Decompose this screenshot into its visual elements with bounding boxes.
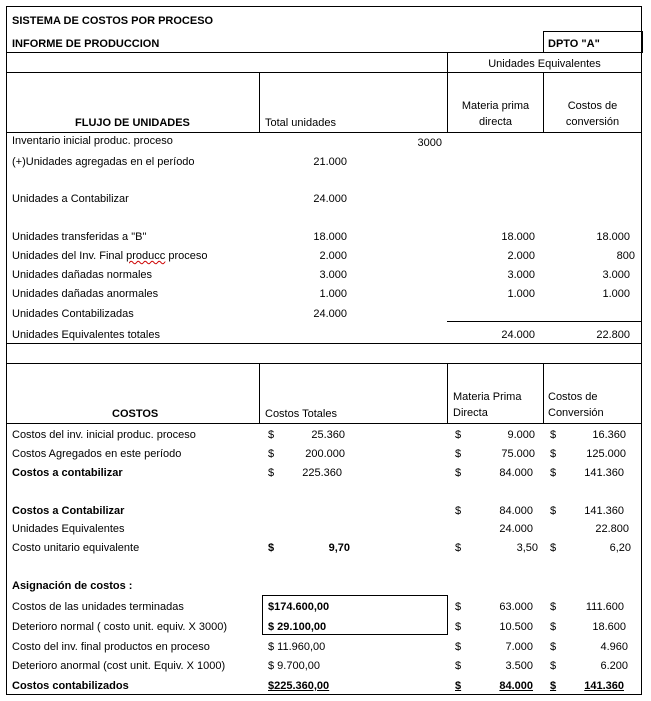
vline-total-2: [259, 363, 260, 423]
asig-row-mp: 7.000: [505, 641, 533, 653]
asig-row-label: Costo del inv. final productos en proceso: [12, 641, 210, 653]
costos-heading: COSTOS: [112, 408, 159, 420]
costos-row-total: 200.000: [305, 448, 345, 460]
line-costos-top: [6, 363, 642, 364]
flujo-row-label: (+)Unidades agregadas en el período: [12, 156, 195, 168]
costos-row-total: 25.360: [311, 429, 345, 441]
dollar-sign: $: [455, 601, 462, 613]
flujo-row-mp: 24.000: [501, 329, 535, 341]
flujo-row-mp: 18.000: [501, 231, 535, 243]
asig-row-cc: 6.200: [600, 660, 628, 672]
flujo-row-mp: 1.000: [507, 288, 535, 300]
dollar-sign: $: [550, 660, 557, 672]
flujo-row-label: Unidades Contabilizadas: [12, 308, 134, 320]
asig-row-cc: 111.600: [585, 601, 624, 613]
dollar-sign: $: [550, 680, 557, 692]
flujo-row-cc: 3.000: [602, 269, 630, 281]
flujo-row-cc: 22.800: [596, 329, 630, 341]
costos-row-cc: 125.000: [586, 448, 626, 460]
dollar-sign: $: [268, 448, 275, 460]
total-units-heading: Total unidades: [265, 117, 336, 129]
asig-row-label: Deterioro normal ( costo unit. equiv. X 3000): [12, 621, 228, 633]
costos-row-mp: 9.000: [507, 429, 535, 441]
dollar-sign: $: [455, 641, 462, 653]
asig-row-cc: 141.360: [584, 680, 624, 692]
dollar-sign: $: [455, 660, 462, 672]
costos-cc-heading-1: Costos de: [548, 391, 598, 403]
dollar-sign: $: [455, 429, 462, 441]
dollar-sign: $: [268, 429, 275, 441]
spellcheck-word: producc: [126, 250, 166, 262]
mp-heading-2: directa: [478, 116, 513, 128]
cc-heading-1: Costos de: [567, 100, 618, 112]
dollar-sign: $: [550, 505, 557, 517]
costos-row-mp: 24.000: [499, 523, 533, 535]
flujo-row-total: 24.000: [313, 308, 347, 320]
costos-row-label: Costos Agregados en este período: [12, 448, 182, 460]
equiv-units-header: Unidades Equivalentes: [488, 58, 601, 70]
costos-row-mp: 75.000: [501, 448, 535, 460]
costos-row-label: Costos del inv. inicial produc. proceso: [12, 429, 196, 441]
title-informe: INFORME DE PRODUCCION: [12, 38, 160, 50]
dollar-sign: $: [550, 542, 557, 554]
asig-row-total: $ 9.700,00: [268, 660, 320, 672]
dollar-sign: $: [550, 467, 557, 479]
asig-row-mp: 10.500: [499, 621, 533, 633]
asig-row-label: Costos contabilizados: [12, 680, 129, 692]
flujo-row-total: 18.000: [313, 231, 347, 243]
flujo-row-label: Unidades dañadas normales: [12, 269, 153, 281]
asig-row-total: $ 11.960,00: [268, 641, 326, 653]
asig-row-mp: 3.500: [505, 660, 533, 672]
flujo-row-label: Inventario inicial produc. proceso: [12, 135, 173, 147]
border-top: [6, 6, 642, 7]
costos-mp-heading-1: Materia Prima: [453, 391, 522, 403]
flujo-row-label: Unidades a Contabilizar: [12, 193, 129, 205]
mp-heading-1: Materia prima: [461, 100, 530, 112]
costos-row-cc: 141.360: [584, 467, 624, 479]
dollar-sign: $: [455, 505, 462, 517]
flujo-row-total: 3.000: [319, 269, 347, 281]
line-header-bottom: [6, 52, 642, 53]
flujo-row-label: Unidades Equivalentes totales: [12, 329, 160, 341]
dollar-sign: $: [455, 621, 462, 633]
flujo-row-total: 21.000: [313, 156, 347, 168]
asig-row-label: Costos de las unidades terminadas: [12, 601, 184, 613]
dollar-sign: $: [455, 542, 462, 554]
label-part: Unidades del Inv. Final: [12, 250, 127, 262]
vline-cc-2: [543, 363, 544, 423]
line-costos-head: [6, 423, 642, 424]
border-bottom: [6, 694, 642, 695]
border-left: [6, 6, 7, 695]
label-part: proceso: [165, 250, 208, 262]
flujo-row-cc: 800: [616, 250, 635, 262]
dollar-sign: $: [455, 680, 462, 692]
costos-row-cc: 16.360: [592, 429, 626, 441]
line-flujo-head: [6, 132, 642, 133]
flujo-row-cc: 1.000: [602, 288, 630, 300]
border-right: [641, 6, 642, 695]
vline-mp-2: [447, 363, 448, 423]
title-sistema: SISTEMA DE COSTOS POR PROCESO: [12, 15, 214, 27]
dollar-sign: $: [550, 641, 557, 653]
asig-row-mp: 84.000: [499, 680, 533, 692]
costos-row-mp: 84.000: [499, 467, 533, 479]
cc-heading-2: conversión: [565, 116, 620, 128]
dollar-sign: $: [550, 429, 557, 441]
costos-row-mp: 3,50: [516, 542, 538, 554]
asig-row-total: $174.600,00: [268, 601, 330, 613]
costos-row-label: Costos a Contabilizar: [12, 505, 125, 517]
flujo-heading: FLUJO DE UNIDADES: [75, 117, 190, 129]
costos-row-cc: 141.360: [584, 505, 624, 517]
asig-row-cc: 4.960: [600, 641, 628, 653]
flujo-row-total: 24.000: [313, 193, 347, 205]
dollar-sign: $: [455, 467, 462, 479]
costos-row-label: Costo unitario equivalente: [12, 542, 140, 554]
asig-row-cc: 18.600: [592, 621, 626, 633]
costos-row-mp: 84.000: [499, 505, 533, 517]
costos-row-label: Costos a contabilizar: [12, 467, 123, 479]
dollar-sign: $: [455, 448, 462, 460]
flujo-row-label: [12, 250, 207, 263]
costos-mp-heading-2: Directa: [453, 407, 488, 419]
costos-row-cc: 6,20: [609, 542, 631, 554]
vline-total-1: [259, 72, 260, 132]
costos-cc-heading-2: Conversión: [548, 407, 604, 419]
flujo-row-total: 2.000: [319, 250, 347, 262]
costos-row-cc: 22.800: [595, 523, 629, 535]
flujo-row-total: 3000: [417, 137, 442, 149]
flujo-row-label: Unidades dañadas anormales: [12, 288, 159, 300]
flujo-row-total: 1.000: [319, 288, 347, 300]
costos-row-total: 9,70: [328, 542, 350, 554]
asig-row-mp: 63.000: [499, 601, 533, 613]
dollar-sign: $: [550, 448, 557, 460]
line-flujo-end: [6, 343, 642, 344]
flujo-row-mp: 3.000: [507, 269, 535, 281]
flujo-row-cc: 18.000: [596, 231, 630, 243]
asig-row-total: $ 29.100,00: [268, 621, 327, 633]
dollar-sign: $: [268, 542, 275, 554]
costos-row-label: Unidades Equivalentes: [12, 523, 125, 535]
costos-row-total: 225.360: [302, 467, 342, 479]
asig-row-total: $225.360,00: [268, 680, 330, 692]
dollar-sign: $: [550, 621, 557, 633]
line-equiv-total: [447, 321, 642, 322]
flujo-row-label: Unidades transferidas a "B": [12, 231, 147, 243]
asignacion-heading: Asignación de costos :: [12, 580, 133, 592]
flujo-row-mp: 2.000: [507, 250, 535, 262]
line-equiv-top: [6, 72, 642, 73]
dollar-sign: $: [268, 467, 275, 479]
dollar-sign: $: [550, 601, 557, 613]
dept-label: DPTO "A": [548, 38, 600, 50]
costos-total-heading: Costos Totales: [265, 408, 337, 420]
asig-row-label: Deterioro anormal (cost unit. Equiv. X 1000): [12, 660, 226, 672]
